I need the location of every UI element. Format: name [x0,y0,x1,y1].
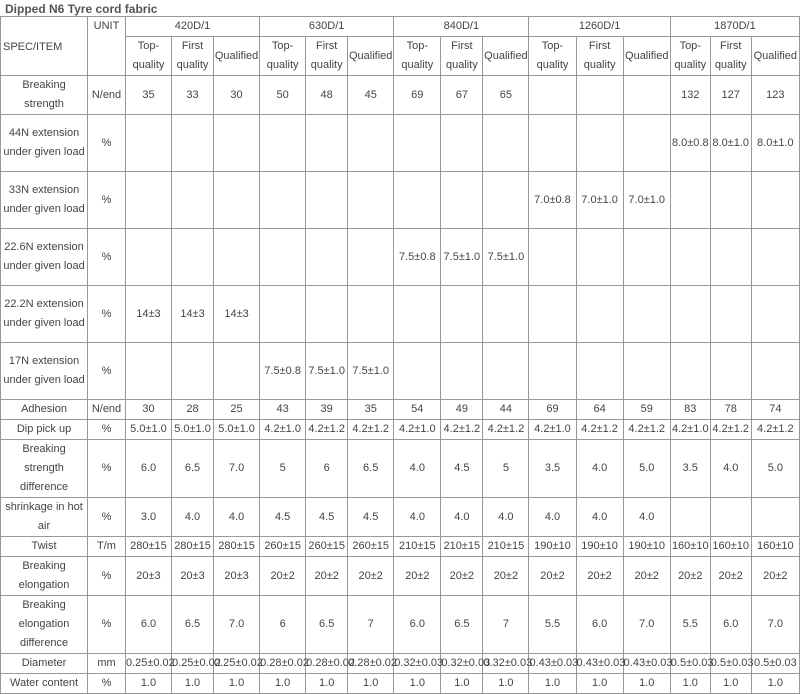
row-label: Water content [1,674,88,694]
table-cell: 25 [214,400,260,420]
table-cell [623,343,670,400]
table-cell: 35 [125,76,171,115]
row-unit: % [88,596,126,654]
table-cell: 20±2 [623,557,670,596]
table-row [1,674,800,694]
table-cell: 7.0 [623,596,670,654]
table-cell: 8.0±1.0 [710,115,751,172]
row-label: 22.2N extension under given load [1,286,88,343]
table-cell: 280±15 [214,537,260,557]
table-cell: 5 [260,440,306,498]
table-cell: 69 [394,76,441,115]
table-cell [394,115,441,172]
table-cell: 6 [306,440,348,498]
table-row [1,420,800,440]
table-cell: 8.0±1.0 [751,115,799,172]
header-group: 420D/1 [125,17,259,37]
table-cell: 54 [394,400,441,420]
table-cell [751,498,799,537]
table-cell: 4.0 [529,498,576,537]
table-cell [348,172,394,229]
table-cell [260,286,306,343]
table-cell [710,286,751,343]
table-cell [751,172,799,229]
table-cell: 7.0 [214,440,260,498]
table-cell: 132 [670,76,710,115]
table-cell: 1.0 [394,674,441,694]
table-cell [710,498,751,537]
table-cell: 280±15 [172,537,214,557]
table-cell: 1.0 [125,674,171,694]
table-cell: 260±15 [260,537,306,557]
table-cell: 74 [751,400,799,420]
table-cell: 20±2 [348,557,394,596]
table-cell: 20±2 [751,557,799,596]
table-cell: 6.5 [441,596,483,654]
table-cell [125,343,171,400]
table-cell: 5.5 [529,596,576,654]
table-cell: 7.5±1.0 [483,229,529,286]
table-row [1,229,800,286]
row-label: 17N extension under given load [1,343,88,400]
table-cell: 4.2±1.2 [348,420,394,440]
table-cell: 1.0 [441,674,483,694]
table-cell: 59 [623,400,670,420]
table-cell: 20±2 [441,557,483,596]
table-cell: 8.0±0.8 [670,115,710,172]
row-unit: % [88,557,126,596]
table-cell: 1.0 [172,674,214,694]
table-cell [670,498,710,537]
row-unit: % [88,229,126,286]
header-unit: UNIT [88,17,126,76]
table-cell [483,286,529,343]
table-cell: 69 [529,400,576,420]
table-row [1,498,800,537]
table-cell: 1.0 [260,674,306,694]
table-cell [260,115,306,172]
table-cell: 49 [441,400,483,420]
row-unit: % [88,172,126,229]
table-cell [125,115,171,172]
table-cell [214,172,260,229]
table-cell: 260±15 [348,537,394,557]
header-quality: First quality [710,37,751,76]
table-cell: 39 [306,400,348,420]
table-cell: 1.0 [710,674,751,694]
row-label: Breaking elongation difference [1,596,88,654]
table-cell: 4.5 [306,498,348,537]
table-cell: 4.2±1.2 [751,420,799,440]
table-cell: 6.0 [710,596,751,654]
table-cell: 0.25±0.02 [125,654,171,674]
table-cell: 0.32±0.03 [394,654,441,674]
table-cell: 4.0 [394,440,441,498]
table-cell [623,286,670,343]
table-cell [348,115,394,172]
table-cell: 160±10 [670,537,710,557]
table-cell: 7 [483,596,529,654]
table-cell [529,286,576,343]
table-cell: 7.0±0.8 [529,172,576,229]
table-cell: 3.5 [670,440,710,498]
table-cell [710,343,751,400]
header-quality: First quality [576,37,623,76]
table-cell: 48 [306,76,348,115]
header-quality: Top-quality [260,37,306,76]
table-cell: 20±2 [394,557,441,596]
table-cell: 7.0±1.0 [576,172,623,229]
table-row [1,343,800,400]
table-cell: 6.5 [348,440,394,498]
table-cell: 4.0 [576,440,623,498]
header-group: 1260D/1 [529,17,670,37]
table-cell: 5.0 [623,440,670,498]
table-cell [710,229,751,286]
table-cell [172,229,214,286]
header-group: 840D/1 [394,17,529,37]
row-label: Adhesion [1,400,88,420]
table-row [1,76,800,115]
table-cell [623,76,670,115]
table-cell [306,286,348,343]
table-cell: 4.2±1.0 [529,420,576,440]
spec-table [0,16,800,694]
table-cell: 20±3 [214,557,260,596]
table-cell: 4.5 [260,498,306,537]
table-cell: 6.0 [394,596,441,654]
table-cell: 0.43±0.03 [529,654,576,674]
table-cell: 0.5±0.03 [751,654,799,674]
table-cell: 7.5±1.0 [441,229,483,286]
table-cell: 4.2±1.2 [576,420,623,440]
table-cell [576,115,623,172]
table-cell: 67 [441,76,483,115]
table-cell [214,343,260,400]
header-quality: First quality [172,37,214,76]
table-row [1,537,800,557]
table-cell: 190±10 [576,537,623,557]
table-cell: 14±3 [214,286,260,343]
table-cell: 5.0±1.0 [172,420,214,440]
table-cell [214,115,260,172]
header-quality: Top-quality [394,37,441,76]
table-cell [306,172,348,229]
table-cell: 127 [710,76,751,115]
row-unit: % [88,286,126,343]
table-cell [670,172,710,229]
table-cell: 6.0 [576,596,623,654]
table-cell: 4.2±1.0 [670,420,710,440]
table-cell: 6.5 [306,596,348,654]
table-cell: 1.0 [670,674,710,694]
table-cell: 6.5 [172,596,214,654]
table-cell: 20±3 [125,557,171,596]
table-cell: 7.0±1.0 [623,172,670,229]
page-title: Dipped N6 Tyre cord fabric [5,2,158,16]
table-cell [441,115,483,172]
table-cell: 20±2 [710,557,751,596]
table-cell: 280±15 [125,537,171,557]
table-cell: 6 [260,596,306,654]
table-cell: 4.2±1.2 [441,420,483,440]
table-cell: 0.28±0.02 [260,654,306,674]
table-row [1,596,800,654]
table-cell: 65 [483,76,529,115]
table-cell: 3.0 [125,498,171,537]
header-quality: Qualified [751,37,799,76]
table-cell: 7 [348,596,394,654]
header-quality: Qualified [483,37,529,76]
table-cell: 4.2±1.2 [306,420,348,440]
row-unit: N/end [88,76,126,115]
table-cell: 20±2 [529,557,576,596]
table-cell: 0.43±0.03 [623,654,670,674]
table-cell [710,172,751,229]
table-row [1,172,800,229]
table-row [1,286,800,343]
row-unit: % [88,420,126,440]
table-cell: 160±10 [751,537,799,557]
table-cell: 6.5 [172,440,214,498]
table-cell: 14±3 [172,286,214,343]
table-cell: 50 [260,76,306,115]
table-cell: 20±2 [670,557,710,596]
table-cell: 210±15 [394,537,441,557]
table-row [1,400,800,420]
table-cell: 0.43±0.03 [576,654,623,674]
header-quality: First quality [441,37,483,76]
table-cell [394,172,441,229]
header-quality: Top-quality [125,37,171,76]
row-label: Breaking strength [1,76,88,115]
table-cell [125,172,171,229]
table-cell [529,229,576,286]
table-cell [172,343,214,400]
table-cell [670,229,710,286]
table-cell: 4.0 [576,498,623,537]
table-cell: 20±2 [260,557,306,596]
row-label: 44N extension under given load [1,115,88,172]
header-quality: Qualified [214,37,260,76]
table-cell: 20±2 [483,557,529,596]
table-cell: 4.0 [623,498,670,537]
header-quality: Top-quality [529,37,576,76]
table-cell: 0.5±0.03 [710,654,751,674]
table-cell: 0.32±0.03 [441,654,483,674]
table-row [1,115,800,172]
table-cell: 190±10 [529,537,576,557]
table-cell [576,286,623,343]
table-cell: 160±10 [710,537,751,557]
table-cell [623,229,670,286]
table-cell [394,286,441,343]
table-row [1,557,800,596]
table-cell: 1.0 [483,674,529,694]
table-cell [576,343,623,400]
table-cell: 4.0 [483,498,529,537]
table-cell: 5.0 [751,440,799,498]
table-row [1,654,800,674]
table-cell: 1.0 [751,674,799,694]
table-cell: 7.5±0.8 [394,229,441,286]
table-cell: 1.0 [529,674,576,694]
table-cell: 5.5 [670,596,710,654]
table-cell [441,343,483,400]
table-cell [529,76,576,115]
table-cell: 45 [348,76,394,115]
row-label: Dip pick up [1,420,88,440]
row-label: 22.6N extension under given load [1,229,88,286]
table-cell: 4.0 [441,498,483,537]
table-cell: 7.0 [214,596,260,654]
table-cell: 1.0 [306,674,348,694]
table-cell [394,343,441,400]
table-cell: 4.2±1.0 [394,420,441,440]
row-label: Twist [1,537,88,557]
table-cell [260,229,306,286]
row-unit: % [88,115,126,172]
header-quality: Qualified [623,37,670,76]
table-cell [576,229,623,286]
table-cell: 6.0 [125,440,171,498]
table-cell: 1.0 [623,674,670,694]
table-cell: 7.5±1.0 [306,343,348,400]
table-cell: 83 [670,400,710,420]
row-unit: N/end [88,400,126,420]
header-quality: First quality [306,37,348,76]
table-cell [751,343,799,400]
table-cell [172,115,214,172]
table-cell [441,172,483,229]
table-cell: 28 [172,400,214,420]
table-cell: 5.0±1.0 [214,420,260,440]
table-cell: 64 [576,400,623,420]
table-cell [348,286,394,343]
table-cell: 20±2 [576,557,623,596]
table-cell [623,115,670,172]
row-label: Breaking strength difference [1,440,88,498]
table-cell: 35 [348,400,394,420]
row-unit: T/m [88,537,126,557]
table-cell [670,343,710,400]
table-cell: 4.2±1.2 [710,420,751,440]
table-cell [751,229,799,286]
table-cell: 123 [751,76,799,115]
table-cell [441,286,483,343]
table-cell: 0.28±0.02 [306,654,348,674]
table-cell: 5 [483,440,529,498]
table-cell [172,172,214,229]
table-cell [751,286,799,343]
table-cell [529,115,576,172]
table-cell [306,115,348,172]
table-cell: 20±2 [306,557,348,596]
table-cell: 0.28±0.02 [348,654,394,674]
table-cell: 0.32±0.03 [483,654,529,674]
table-cell [348,229,394,286]
table-row [1,440,800,498]
row-label: 33N extension under given load [1,172,88,229]
table-cell: 4.2±1.2 [483,420,529,440]
table-cell: 1.0 [214,674,260,694]
table-cell [125,229,171,286]
row-unit: % [88,343,126,400]
row-unit: mm [88,654,126,674]
row-unit: % [88,498,126,537]
table-cell: 1.0 [348,674,394,694]
table-cell: 210±15 [483,537,529,557]
table-cell: 6.0 [125,596,171,654]
table-cell: 4.0 [214,498,260,537]
header-quality: Qualified [348,37,394,76]
table-cell: 4.0 [710,440,751,498]
table-cell: 33 [172,76,214,115]
table-cell [214,229,260,286]
table-cell: 30 [214,76,260,115]
table-cell: 7.0 [751,596,799,654]
table-cell [306,229,348,286]
table-cell: 30 [125,400,171,420]
table-cell: 210±15 [441,537,483,557]
table-cell: 4.2±1.2 [623,420,670,440]
row-label: Breaking elongation [1,557,88,596]
table-cell: 4.5 [348,498,394,537]
table-cell: 5.0±1.0 [125,420,171,440]
table-cell: 7.5±1.0 [348,343,394,400]
table-cell [670,286,710,343]
table-cell [260,172,306,229]
table-cell: 190±10 [623,537,670,557]
table-cell: 43 [260,400,306,420]
table-cell: 3.5 [529,440,576,498]
table-cell: 0.25±0.02 [214,654,260,674]
header-group: 630D/1 [260,17,394,37]
table-cell: 1.0 [576,674,623,694]
table-cell: 14±3 [125,286,171,343]
table-cell: 7.5±0.8 [260,343,306,400]
table-cell: 4.0 [394,498,441,537]
table-cell: 4.2±1.0 [260,420,306,440]
table-cell: 4.0 [172,498,214,537]
table-cell [483,172,529,229]
table-cell: 44 [483,400,529,420]
header-group: 1870D/1 [670,17,799,37]
table-cell [576,76,623,115]
header-quality: Top-quality [670,37,710,76]
row-unit: % [88,440,126,498]
table-cell: 4.5 [441,440,483,498]
table-cell: 20±3 [172,557,214,596]
table-cell: 0.25±0.02 [172,654,214,674]
table-cell: 260±15 [306,537,348,557]
table-cell [483,343,529,400]
row-label: shrinkage in hot air [1,498,88,537]
table-cell: 0.5±0.03 [670,654,710,674]
header-spec-item: SPEC/ITEM [1,17,88,76]
table-cell [529,343,576,400]
table-cell [483,115,529,172]
row-label: Diameter [1,654,88,674]
table-cell: 78 [710,400,751,420]
row-unit: % [88,674,126,694]
